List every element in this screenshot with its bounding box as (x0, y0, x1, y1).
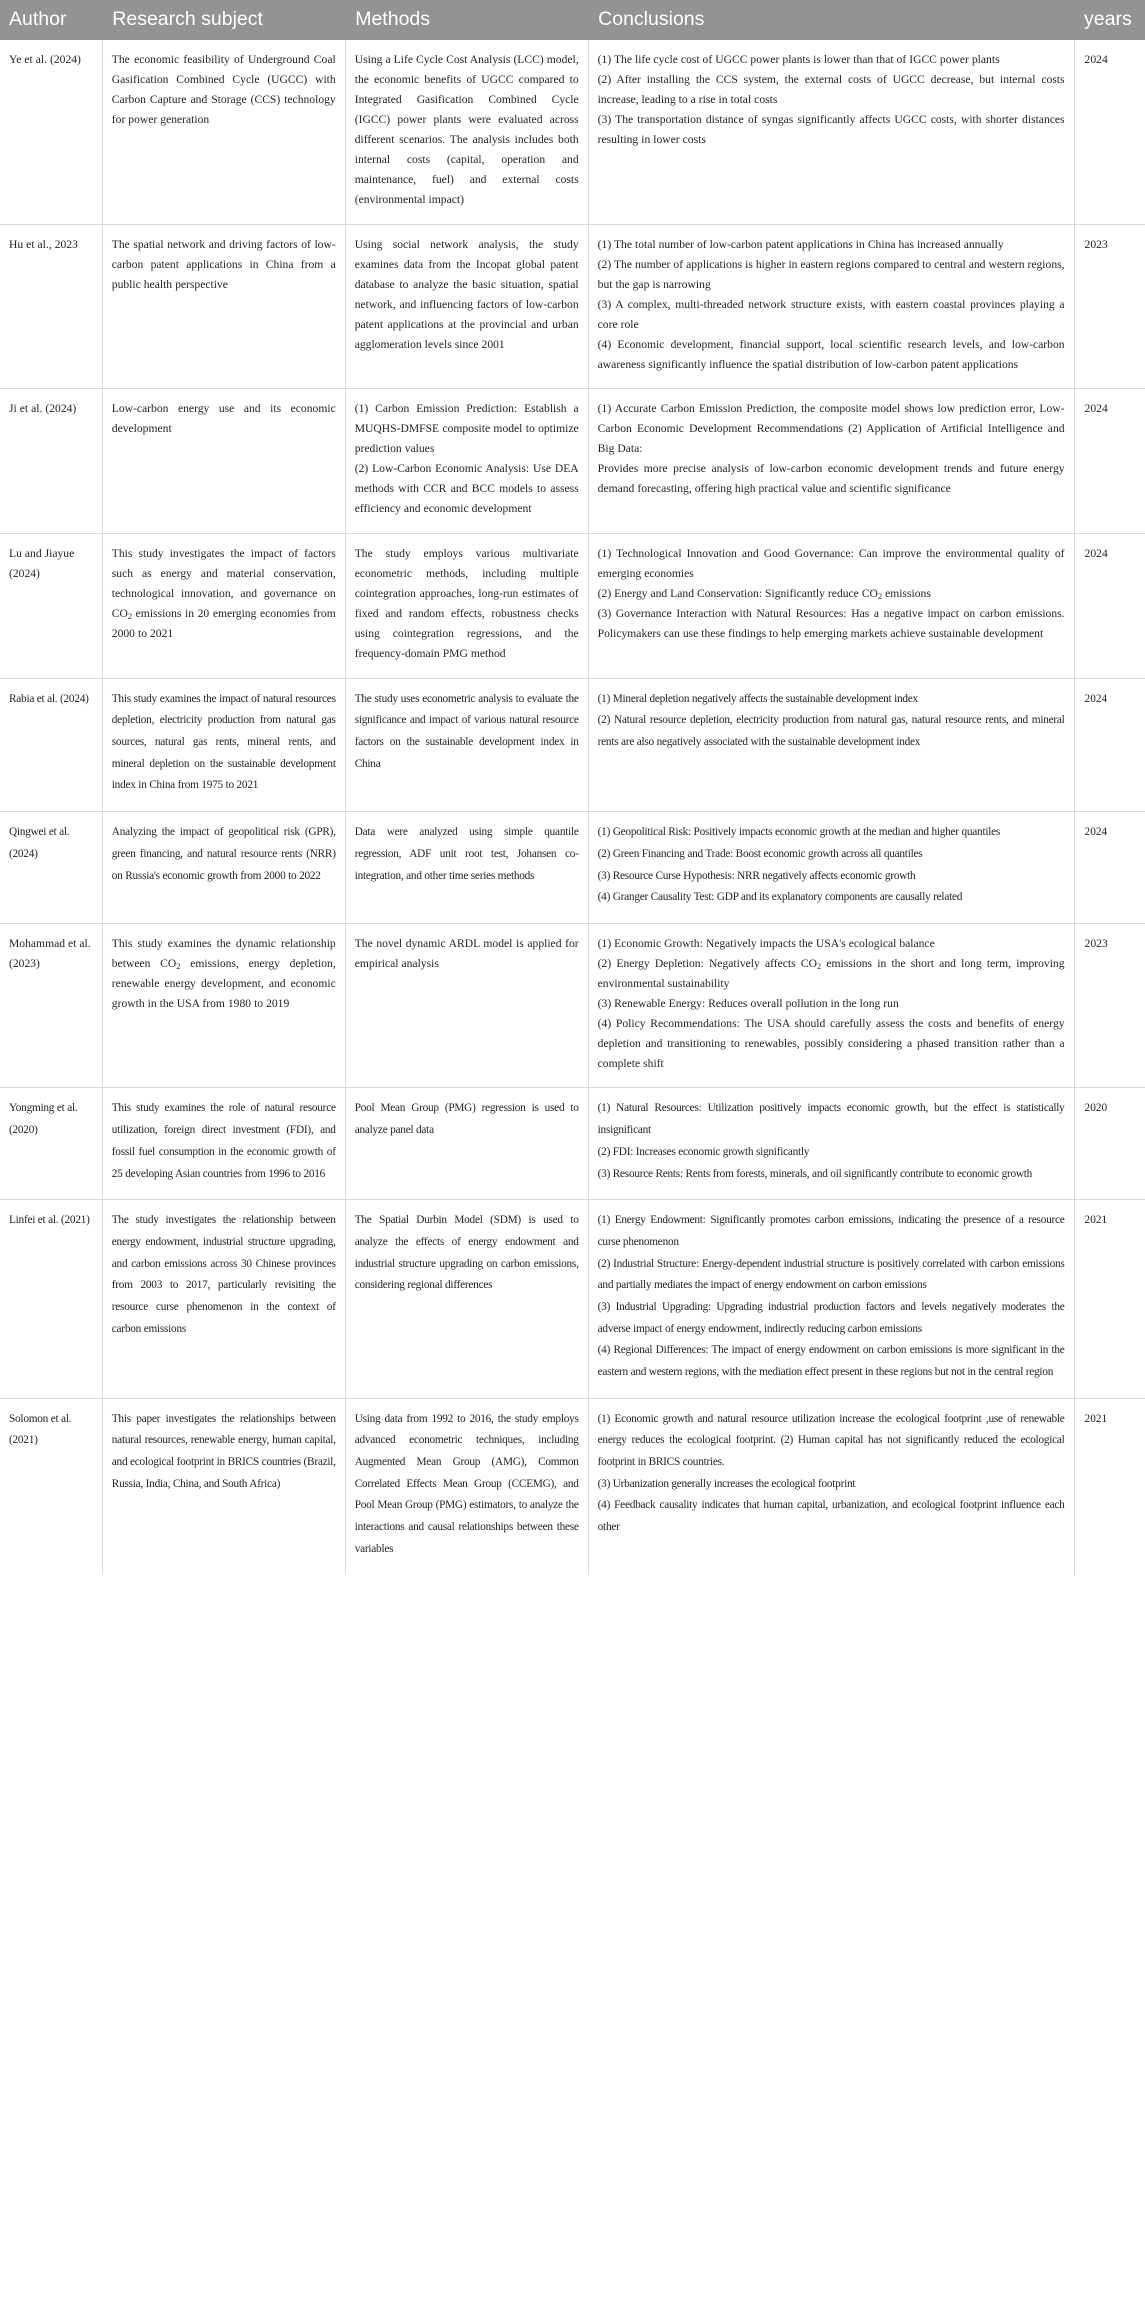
cell-line: 2024 (1084, 826, 1108, 839)
cell-years (1074, 534, 1145, 679)
cell-line: (1) Economic Growth: Negatively impacts the USA's ecological balance (597, 936, 935, 950)
cell-line: This study examines the role of natural resource utilization, foreign direct investment (FDI), and fossil fuel consumption in the economic growth of 25 developing Asian countries from 1996 to 2016 (111, 1102, 336, 1180)
cell-subject (102, 1200, 345, 1399)
cell-line: Pool Mean Group (PMG) regression is used to analyze panel data (354, 1102, 579, 1137)
cell-line: Using a Life Cycle Cost Analysis (LCC) model, the economic benefits of UGCC compared to Integrated Gasification Combined Cycle (IGCC) power plants were evaluated across different scenarios. The analysis includes both internal costs (capital, operation and maintenance, fuel) and external costs (environmental impact) (354, 53, 579, 206)
cell-subject (102, 534, 345, 679)
cell-methods (345, 812, 588, 924)
cell-line: Data were analyzed using simple quantile regression, ADF unit root test, Johansen co-integration, and other time series methods (354, 826, 579, 882)
cell-line: (2) Energy Depletion: Negatively affects $CO_2$ emissions in the short and long term, improving environmental sustainability (597, 956, 1065, 990)
cell-line: (2) Natural resource depletion, electricity production from natural gas, natural resource rents, and mineral rents are also negatively associated with the sustainable development index (597, 714, 1065, 749)
cell-author (0, 40, 102, 224)
cell-line: This paper investigates the relationships between natural resources, renewable energy, human capital, and ecological footprint in BRICS countries (Brazil, Russia, India, China, and South Africa) (111, 1412, 336, 1490)
cell-conclusions (588, 389, 1074, 534)
cell-years (1074, 389, 1145, 534)
cell-methods (345, 1088, 588, 1200)
cell-methods (345, 923, 588, 1088)
cell-line: (2) FDI: Increases economic growth significantly (597, 1145, 810, 1158)
cell-years (1074, 923, 1145, 1088)
cell-line: (2) The number of applications is higher in eastern regions compared to central and western regions, but the gap is narrowing (597, 257, 1065, 291)
cell-line: (3) Resource Curse Hypothesis: NRR negatively affects economic growth (597, 869, 916, 882)
cell-author (0, 1398, 102, 1574)
cell-methods (345, 678, 588, 811)
cell-line: This study examines the dynamic relationship between $CO_2$ emissions, energy depletion, renewable energy development, and economic growth in the USA from 1980 to 2019 (111, 936, 336, 1010)
column-header-author: Author (0, 0, 102, 40)
cell-line: Qingwei et al. (2024) (9, 826, 70, 860)
cell-line: The study investigates the relationship between energy endowment, industrial structure upgrading, and carbon emissions across 30 Chinese provinces from 2003 to 2017, particularly revisiting the resource curse phenomenon in the context of carbon emissions (111, 1214, 336, 1335)
cell-author (0, 1088, 102, 1200)
cell-line: Linfei et al. (2021) (9, 1214, 90, 1227)
cell-line: The economic feasibility of Underground Coal Gasification Combined Cycle (UGCC) with Carbon Capture and Storage (CCS) technology for power generation (111, 53, 336, 127)
cell-subject (102, 224, 345, 389)
cell-line: Ji et al. (2024) (9, 402, 77, 416)
cell-methods (345, 1200, 588, 1399)
cell-years (1074, 1088, 1145, 1200)
cell-line: Analyzing the impact of geopolitical risk (GPR), green financing, and natural resource rents (NRR) on Russia's economic growth from 2000 to 2022 (111, 826, 336, 882)
cell-line: The Spatial Durbin Model (SDM) is used to analyze the effects of energy endowment and industrial structure upgrading on carbon emissions, considering regional differences (354, 1214, 579, 1292)
cell-line: (1) Technological Innovation and Good Governance: Can improve the environmental quality of emerging economies (597, 547, 1065, 581)
cell-author (0, 1200, 102, 1399)
cell-author (0, 812, 102, 924)
table-row (0, 812, 1145, 924)
cell-line: 2024 (1084, 53, 1108, 67)
cell-years (1074, 1398, 1145, 1574)
cell-years (1074, 812, 1145, 924)
cell-years (1074, 1200, 1145, 1399)
cell-line: Lu and Jiayue (2024) (9, 547, 75, 581)
cell-line: (4) Economic development, financial support, local scientific research levels, and low-carbon awareness significantly influence the spatial distribution of low-carbon patent applications (597, 337, 1065, 371)
cell-line: (3) Urbanization generally increases the ecological footprint (597, 1477, 856, 1490)
cell-line: (4) Feedback causality indicates that human capital, urbanization, and ecological footprint influence each other (597, 1499, 1065, 1534)
table-row (0, 1200, 1145, 1399)
cell-subject (102, 40, 345, 224)
cell-conclusions (588, 1200, 1074, 1399)
cell-line: The study employs various multivariate econometric methods, including multiple cointegration approaches, long-run estimates of fixed and random effects, robustness checks using cointegration regressions, and the frequency-domain PMG method (354, 547, 579, 660)
cell-conclusions (588, 1088, 1074, 1200)
cell-line: (1) Geopolitical Risk: Positively impacts economic growth at the median and higher quantiles (597, 826, 1001, 839)
cell-line: (2) After installing the CCS system, the external costs of UGCC decrease, but internal costs increase, leading to a rise in total costs (597, 73, 1065, 107)
cell-line: The study uses econometric analysis to evaluate the significance and impact of various natural resource factors on the sustainable development index in China (354, 692, 579, 770)
cell-line: 2024 (1084, 402, 1108, 416)
cell-line: The novel dynamic ARDL model is applied for empirical analysis (354, 936, 579, 970)
cell-years (1074, 40, 1145, 224)
cell-line: Ye et al. (2024) (9, 53, 81, 67)
cell-line: 2023 (1084, 237, 1108, 251)
cell-line: Low-carbon energy use and its economic development (111, 402, 336, 436)
column-header-conclusions: Conclusions (588, 0, 1074, 40)
cell-line: 2020 (1084, 1102, 1108, 1115)
cell-line: Using data from 1992 to 2016, the study employs advanced econometric techniques, including Augmented Mean Group (AMG), Common Correlated Effects Mean Group (CCEMG), and Pool Mean Group (PMG) estimators, to analyze the interactions and causal relationships between these variables (354, 1412, 579, 1555)
cell-conclusions (588, 923, 1074, 1088)
cell-author (0, 923, 102, 1088)
cell-line: The spatial network and driving factors of low-carbon patent applications in China from a public health perspective (111, 237, 336, 291)
cell-subject (102, 812, 345, 924)
cell-line: (1) Accurate Carbon Emission Prediction, the composite model shows low prediction error, Low-Carbon Economic Development Recommendations (2) Application of Artificial Intelligence and Big Data: (597, 402, 1065, 456)
cell-methods (345, 389, 588, 534)
cell-line: Mohammad et al. (2023) (9, 936, 91, 970)
cell-line: (4) Policy Recommendations: The USA should carefully assess the costs and benefits of energy depletion and transitioning to renewables, possibly considering a phased transition rather than a complete shift (597, 1016, 1065, 1070)
cell-methods (345, 1398, 588, 1574)
table-row (0, 389, 1145, 534)
cell-line: Yongming et al. (2020) (9, 1102, 78, 1137)
cell-line: (1) The total number of low-carbon patent applications in China has increased annually (597, 237, 1004, 251)
cell-author (0, 534, 102, 679)
cell-author (0, 678, 102, 811)
cell-years (1074, 678, 1145, 811)
cell-line: (2) Industrial Structure: Energy-dependent industrial structure is positively correlated with carbon emissions and partially mediates the impact of energy endowment on carbon emissions (597, 1257, 1065, 1292)
table-row (0, 678, 1145, 811)
cell-line: (3) The transportation distance of syngas significantly affects UGCC costs, with shorter distances resulting in lower costs (597, 113, 1065, 147)
cell-subject (102, 1398, 345, 1574)
table-row (0, 224, 1145, 389)
cell-line: (2) Energy and Land Conservation: Significantly reduce $CO_2$ emissions (597, 586, 931, 601)
cell-methods (345, 40, 588, 224)
cell-line: (4) Regional Differences: The impact of energy endowment on carbon emissions is more significant in the eastern and western regions, with the mediation effect present in these regions but not in the central region (597, 1344, 1065, 1379)
cell-conclusions (588, 40, 1074, 224)
cell-conclusions (588, 812, 1074, 924)
column-header-research-subject: Research subject (102, 0, 345, 40)
cell-author (0, 224, 102, 389)
cell-subject (102, 678, 345, 811)
cell-line: Using social network analysis, the study examines data from the Incopat global patent database to analyze the basic situation, spatial network, and influencing factors of low-carbon patent applications at the provincial and urban agglomeration levels since 2001 (354, 237, 579, 351)
cell-line: Provides more precise analysis of low-carbon economic development trends and future energy demand forecasting, offering high practical value and scientific significance (597, 462, 1065, 496)
table-header-row (0, 0, 1145, 40)
table-row (0, 40, 1145, 224)
cell-line: (3) Resource Rents: Rents from forests, minerals, and oil significantly contribute to economic growth (597, 1167, 1033, 1180)
cell-conclusions (588, 224, 1074, 389)
cell-line: (4) Granger Causality Test: GDP and its explanatory components are causally related (597, 891, 963, 904)
cell-line: 2021 (1084, 1412, 1108, 1425)
table-header (0, 0, 1145, 40)
cell-line: (3) Industrial Upgrading: Upgrading industrial production factors and levels negatively moderates the adverse impact of energy endowment, indirectly reducing carbon emissions (597, 1300, 1065, 1335)
cell-methods (345, 534, 588, 679)
cell-subject (102, 923, 345, 1088)
cell-line: (1) Economic growth and natural resource utilization increase the ecological footprint ,use of renewable energy reduces the ecological footprint. (2) Human capital has not significantly reduced the ecological footprint in BRICS countries. (597, 1412, 1065, 1469)
cell-line: Solomon et al. (2021) (9, 1412, 72, 1447)
cell-line: (1) Natural Resources: Utilization positively impacts economic growth, but the effect is statistically insignificant (597, 1102, 1065, 1137)
cell-line: (2) Green Financing and Trade: Boost economic growth across all quantiles (597, 847, 923, 860)
table-row (0, 534, 1145, 679)
cell-line: (2) Low-Carbon Economic Analysis: Use DEA methods with CCR and BCC models to assess efficiency and economic development (354, 462, 579, 516)
cell-methods (345, 224, 588, 389)
cell-subject (102, 389, 345, 534)
cell-years (1074, 224, 1145, 389)
cell-line: (3) Governance Interaction with Natural Resources: Has a negative impact on carbon emissions. Policymakers can use these findings to help emerging markets achieve sustainable development (597, 606, 1065, 640)
cell-line: This study investigates the impact of factors such as energy and material conservation, technological innovation, and governance on $CO_2$ emissions in 20 emerging economies from 2000 to 2021 (111, 547, 336, 640)
cell-subject (102, 1088, 345, 1200)
column-header-years: years (1074, 0, 1145, 40)
cell-line: 2021 (1084, 1214, 1108, 1227)
cell-line: 2023 (1084, 936, 1108, 950)
cell-line: (1) Energy Endowment: Significantly promotes carbon emissions, indicating the presence of a resource curse phenomenon (597, 1214, 1065, 1248)
cell-line: 2024 (1084, 547, 1108, 561)
cell-line: (1) Mineral depletion negatively affects the sustainable development index (597, 692, 918, 705)
cell-line: (1) The life cycle cost of UGCC power plants is lower than that of IGCC power plants (597, 53, 1000, 67)
cell-line: Hu et al., 2023 (9, 237, 78, 251)
cell-author (0, 389, 102, 534)
cell-line: 2024 (1084, 692, 1108, 705)
table-row (0, 1398, 1145, 1574)
column-header-methods: Methods (345, 0, 588, 40)
cell-line: (3) A complex, multi-threaded network structure exists, with eastern coastal provinces playing a core role (597, 297, 1065, 331)
cell-conclusions (588, 678, 1074, 811)
cell-conclusions (588, 1398, 1074, 1574)
cell-line: Rabia et al. (2024) (9, 692, 89, 705)
cell-line: (3) Renewable Energy: Reduces overall pollution in the long run (597, 996, 899, 1010)
table-body (0, 40, 1145, 1574)
cell-conclusions (588, 534, 1074, 679)
table-row (0, 1088, 1145, 1200)
cell-line: This study examines the impact of natural resources depletion, electricity production from natural gas sources, natural gas rents, mineral rents, and mineral depletion on the sustainable development index in China from 1975 to 2021 (111, 692, 336, 792)
cell-line: (1) Carbon Emission Prediction: Establish a MUQHS-DMFSE composite model to optimize prediction values (354, 402, 579, 456)
table-row (0, 923, 1145, 1088)
